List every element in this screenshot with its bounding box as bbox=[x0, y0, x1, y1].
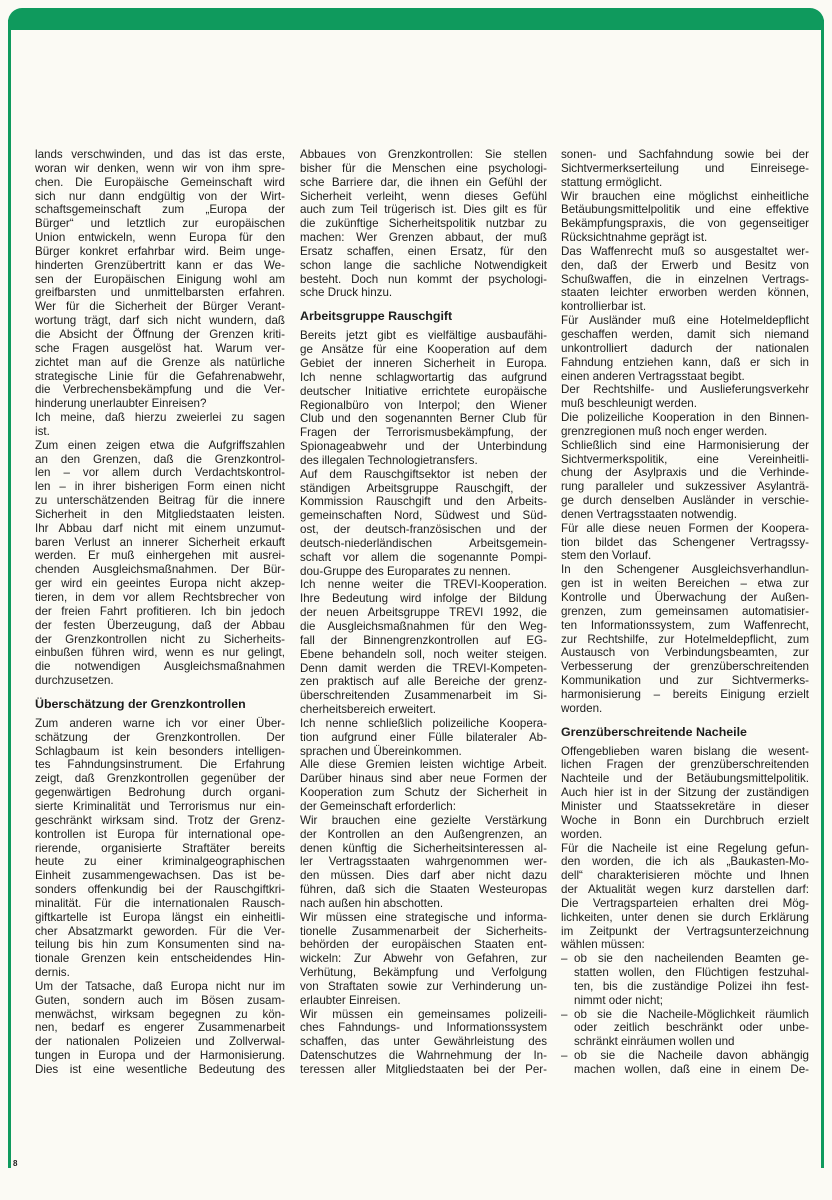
text-line: staaten leichter erworben werden können, bbox=[561, 286, 809, 300]
text-line: zen praktisch auf alle Bereiche der grenz- bbox=[300, 675, 547, 689]
text-line: strategische Linie für die Gefahrenabwehr, bbox=[35, 369, 285, 383]
text-line: worden. bbox=[561, 827, 603, 841]
text-line: ches Fahndungs- und Informationssystem bbox=[300, 1021, 547, 1035]
text-line: den worden, die ich als „Baukasten-Mo- bbox=[561, 855, 809, 869]
text-line: schaftsgemeinschaft zum „Europa der bbox=[35, 203, 285, 217]
text-line: der festen Überzeugung, daß der Abbau bbox=[35, 618, 285, 632]
text-line: grenzregionen muß noch enger werden. bbox=[561, 424, 768, 438]
text-line: cher Absatzmarkt geworden. Für die Ver- bbox=[35, 924, 285, 938]
text-line: schon lange die sachliche Notwendigkeit bbox=[300, 258, 547, 272]
text-line: tion aufgrund einer Fülle bilateraler Ab- bbox=[300, 730, 547, 744]
text-line: von Straftaten sowie zur Verhinderung un- bbox=[300, 979, 547, 993]
text-line: Der Rechtshilfe- und Auslieferungsverkehr bbox=[561, 383, 809, 397]
text-line: zichtet man auf die Grenze als natürliche bbox=[35, 355, 285, 369]
text-line: des illegalen Technologietransfers. bbox=[300, 453, 478, 467]
text-line: woran wir denken, wenn wir von ihm spre- bbox=[35, 161, 285, 175]
text-line: sonen- und Sachfahndung sowie bei der bbox=[561, 148, 809, 161]
text-line: Fragen der Terrorismusbekämpfung, der bbox=[300, 426, 547, 440]
text-line: chen. Die Europäische Gemeinschaft wird bbox=[35, 175, 285, 189]
text-line: sche Barriere dar, die ihnen ein Gefühl der bbox=[300, 175, 547, 189]
text-line: lands verschwinden, und das ist das erste, bbox=[35, 148, 285, 161]
text-line: statten wollen, den Flüchtigen festzuhal- bbox=[574, 966, 809, 980]
list-item bbox=[561, 1008, 809, 1050]
text-line: Sichtvermerkserteilung und Einreisege- bbox=[561, 161, 809, 175]
text-line: ob sie die Nacheile-Möglichkeit räumlich bbox=[574, 1007, 809, 1021]
text-line: rierende, organisierte Straftäter bereits bbox=[35, 841, 285, 855]
text-line: kontrollen ist Europa für international ope- bbox=[35, 827, 285, 841]
text-line: chung der Asylpraxis und die Verhinde- bbox=[561, 466, 809, 480]
text-line: fall der Binnengrenzkontrollen auf EG- bbox=[300, 633, 547, 647]
green-frame-top bbox=[8, 8, 824, 30]
text-line: die Ausgleichsmaßnahmen für den Weg- bbox=[300, 620, 547, 633]
text-line: der Gemeinschaft erforderlich: bbox=[300, 799, 456, 813]
text-line: worden. bbox=[561, 701, 603, 715]
text-line: Ich nenne schlagwortartig das aufgrund bbox=[300, 370, 547, 384]
green-frame-right bbox=[821, 20, 824, 1168]
text-line: Kommission Rauschgift und den Arbeits- bbox=[300, 495, 547, 509]
text-line: Um der Tatsache, daß Europa nicht nur im bbox=[35, 979, 285, 993]
paragraph bbox=[561, 439, 809, 522]
list-item bbox=[561, 1049, 809, 1077]
text-line: Betäubungsmittelpolitik und eine effektive bbox=[561, 203, 809, 217]
text-line: geschränkt wirksam sind. Trotz der Grenz- bbox=[35, 813, 285, 827]
text-line: sprachen und Übereinkommen. bbox=[300, 744, 462, 758]
text-line: ge Ansätze für eine Kooperation auf dem bbox=[300, 343, 547, 357]
text-line: geschaffen werden, damit sich niemand bbox=[561, 327, 809, 341]
text-line: Wir brauchen eine gezielte Verstärkung bbox=[300, 813, 547, 827]
text-line: stattung ermöglicht. bbox=[561, 175, 663, 189]
text-line: Kommunikation und zur Sichtvermerks- bbox=[561, 674, 809, 688]
paragraph bbox=[300, 717, 547, 759]
text-column-1 bbox=[35, 148, 285, 1077]
text-line: Sicherheit verleiht, wenn dieses Gefühl bbox=[300, 189, 547, 203]
text-line: Ich meine, daß hierzu zweierlei zu sagen bbox=[35, 411, 285, 425]
text-line: cherheitsbereich erweitert. bbox=[300, 703, 436, 717]
text-line: wählen müssen: bbox=[561, 938, 645, 952]
text-line: In den Schengener Ausgleichsverhandlun- bbox=[561, 563, 809, 577]
text-line: deutsch-niederländischen Arbeitsgemein- bbox=[300, 536, 547, 550]
text-line: Spionageabwehr und der Unterbindung bbox=[300, 440, 547, 454]
text-column-3 bbox=[561, 148, 809, 1077]
paragraph bbox=[561, 745, 809, 842]
text-line: Einheit zusammengewachsen. Das ist be- bbox=[35, 869, 285, 883]
text-line: menwächst, wirksam begegnen zu kön- bbox=[35, 1007, 285, 1021]
text-line: ge durch denselben Ausländer in verschie- bbox=[561, 494, 809, 508]
text-line: Rücksichtnahme geprägt ist. bbox=[561, 231, 708, 245]
text-line: die zukünftige Sicherheitspolitik nutzbar zu bbox=[300, 217, 547, 231]
text-line: der Aktualität wegen kurz darstellen darf: bbox=[561, 883, 809, 897]
text-line: Dies ist eine wesentliche Bedeutung des bbox=[35, 1063, 285, 1076]
text-line: sche Fragen ausgelöst hat. Warum ver- bbox=[35, 341, 285, 355]
text-line: zur Rechtshilfe, zur Hotelmeldepflicht, zum bbox=[561, 632, 809, 646]
text-line: machen wollen, daß eine in einem De- bbox=[574, 1063, 809, 1076]
paragraph bbox=[300, 148, 547, 300]
text-line: Alle diese Gremien leisten wichtige Arbeit. bbox=[300, 758, 547, 772]
text-line: schaft vor allem die sogenannte Pompi- bbox=[300, 550, 547, 564]
text-line: baren Verlust an innerer Sicherheit erkauft bbox=[35, 535, 285, 549]
text-line: gemeinschaften Nord, Südwest und Süd- bbox=[300, 509, 547, 523]
text-line: ob sie den nacheilenden Beamten ge- bbox=[574, 952, 809, 966]
text-line: stem den Vorlauf. bbox=[561, 549, 652, 563]
text-line: dou-Gruppe des Europarates zu nennen. bbox=[300, 564, 511, 578]
text-line: deutscher Initiative errichtete europäische bbox=[300, 384, 547, 398]
text-line: dernis. bbox=[35, 966, 70, 980]
text-line: lichen Fragen der grenzüberschreitenden bbox=[561, 758, 809, 772]
text-line: sich nur dann endgültig von der Wirt- bbox=[35, 189, 285, 203]
text-line: Für Ausländer muß eine Hotelmeldepflicht bbox=[561, 314, 809, 328]
paragraph bbox=[300, 758, 547, 813]
text-line: der neuen Arbeitsgruppe TREVI 1992, die bbox=[300, 606, 547, 620]
text-line: Denn damit werden die TREVI-Kompeten- bbox=[300, 661, 547, 675]
paragraph bbox=[300, 911, 547, 1008]
paragraph bbox=[300, 468, 547, 579]
text-line: denen Vertragsstaaten notwendig. bbox=[561, 507, 737, 521]
text-line: den müssen. Dies darf aber nicht dazu bbox=[300, 869, 547, 883]
text-line: harmonisierung – bereits Einigung erzielt bbox=[561, 687, 809, 701]
paragraph bbox=[561, 411, 809, 439]
text-line: ler Vertragsstaaten wahrgenommen wer- bbox=[300, 855, 547, 869]
text-line: Minister und Staatssekretäre in dieser bbox=[561, 799, 809, 813]
text-line: unkontrolliert dadurch der nationalen bbox=[561, 341, 809, 355]
text-line: durchzusetzen. bbox=[35, 674, 114, 688]
text-line: Wir müssen eine strategische und informa- bbox=[300, 910, 547, 924]
text-line: kontrollierbar ist. bbox=[561, 300, 647, 314]
text-line: an den Grenzen, daß die Grenzkontrol- bbox=[35, 452, 285, 466]
text-line: Bürger“ und letztlich zur europäischen bbox=[35, 217, 285, 231]
text-line: die Verbrechensbekämpfung und die Ver- bbox=[35, 383, 285, 397]
text-line: überschreitenden Zusammenarbeit im Si- bbox=[300, 689, 547, 703]
text-line: nach außen hin abschotten. bbox=[300, 896, 444, 910]
text-line: gen ist in weiten Bereichen – etwa zur bbox=[561, 577, 809, 591]
text-line: ger wird ein geeintes Europa nicht akzep- bbox=[35, 577, 285, 591]
text-line: führen, daß sich die Staaten Westeuropas bbox=[300, 883, 547, 897]
section-heading: Grenzüberschreitende Nacheile bbox=[561, 724, 747, 739]
text-line: minalität. Für die internationalen Rausch- bbox=[35, 896, 285, 910]
text-line: Austausch von Verbindungsbeamten, zur bbox=[561, 646, 809, 660]
text-line: der Kontrollen an den Außengrenzen, an bbox=[300, 827, 547, 841]
paragraph bbox=[561, 190, 809, 245]
paragraph bbox=[35, 439, 285, 688]
dash-bullet-icon: – bbox=[561, 1007, 568, 1021]
text-line: schätzung der Grenzkontrollen. Der bbox=[35, 730, 285, 744]
green-frame-left bbox=[8, 20, 11, 1168]
text-line: im Zeitpunkt der Vertragsunterzeichnung bbox=[561, 924, 809, 938]
text-line: Verbesserung der grenzüberschreitenden bbox=[561, 660, 809, 674]
text-line: gegenwärtigen Bedrohung durch organi- bbox=[35, 786, 285, 800]
text-line: auch zum Teil trügerisch ist. Dies gilt es für bbox=[300, 203, 547, 217]
text-line: sen der Europäischen Einigung wohl am bbox=[35, 272, 285, 286]
text-line: Zum einen zeigen etwa die Aufgriffszahlen bbox=[35, 438, 285, 452]
text-line: einen anderen Vertragsstaat begibt. bbox=[561, 369, 745, 383]
text-line: Schußwaffen, die in einzelnen Vertrags- bbox=[561, 272, 809, 286]
list-item bbox=[561, 952, 809, 1007]
text-line: oder zeitlich beschränkt oder unbe- bbox=[574, 1021, 809, 1035]
text-line: tes Fahndungsinstrument. Die Erfahrung bbox=[35, 758, 285, 772]
text-line: greifbarsten und unmittelbarsten erfahren. bbox=[35, 286, 285, 300]
text-line: Union entwickeln, wenn Europa für den bbox=[35, 231, 285, 245]
text-line: erlaubter Einreisen. bbox=[300, 993, 401, 1007]
text-line: Club und den sogenannten Berner Club für bbox=[300, 412, 547, 426]
text-line: rung paralleler und sukzessiver Asylanträ- bbox=[561, 480, 809, 494]
paragraph bbox=[561, 842, 809, 953]
text-line: Schlagbaum ist kein besonders intelligen- bbox=[35, 744, 285, 758]
text-line: tion bildet das Schengener Vertragssy- bbox=[561, 535, 809, 549]
text-line: Schließlich sind eine Harmonisierung der bbox=[561, 438, 809, 452]
text-line: der nationalen Polizeien und Zollverwal- bbox=[35, 1035, 285, 1049]
dash-bullet-icon: – bbox=[561, 952, 568, 966]
text-line: die notwendigen Ausgleichsmaßnahmen bbox=[35, 660, 285, 674]
text-line: der freien Fahrt profitieren. Ich bin jedoch bbox=[35, 604, 285, 618]
text-line: nimmt oder nicht; bbox=[574, 993, 663, 1007]
text-line: Zum anderen warne ich vor einer Über- bbox=[35, 716, 285, 730]
text-line: Wir brauchen eine möglichst einheitliche bbox=[561, 189, 809, 203]
text-line: Abbaues von Grenzkontrollen: Sie stellen bbox=[300, 148, 547, 161]
text-line: zu unterschätzenden Beitrag für die innere bbox=[35, 494, 285, 508]
text-line: Ich nenne schließlich polizeiliche Koopera- bbox=[300, 716, 547, 730]
text-line: Kooperation zum Schutz der Sicherheit in bbox=[300, 786, 547, 800]
paragraph bbox=[300, 814, 547, 911]
text-line: Bereits jetzt gibt es vielfältige ausbaufähi- bbox=[300, 329, 547, 343]
text-line: ost, der deutsch-französischen und der bbox=[300, 523, 547, 537]
text-line: wickeln: Zur Abwehr von Gefahren, zur bbox=[300, 952, 547, 966]
paragraph bbox=[300, 1008, 547, 1077]
text-line: Für die Nacheile ist eine Regelung gefun- bbox=[561, 841, 809, 855]
paragraph bbox=[35, 980, 285, 1077]
text-line: Wer für die Sicherheit der Bürger Verant- bbox=[35, 300, 285, 314]
page-number: 8 bbox=[13, 1159, 18, 1168]
paragraph bbox=[35, 148, 285, 411]
text-line: nen, bedarf es engerer Zusammenarbeit bbox=[35, 1021, 285, 1035]
paragraph bbox=[35, 411, 285, 439]
text-line: zeigt, daß Grenzkontrollen gegenüber der bbox=[35, 772, 285, 786]
text-line: Ihre Bedeutung wird infolge der Bildung bbox=[300, 592, 547, 606]
text-line: wortung trägt, darf sich nicht wundern, daß bbox=[35, 314, 285, 328]
paragraph bbox=[300, 578, 547, 716]
text-line: Die Vertragsparteien erhalten drei Mög- bbox=[561, 896, 809, 910]
text-line: schränkt einräumen wollen und bbox=[574, 1035, 735, 1049]
text-line: Das Waffenrecht muß so ausgestaltet wer- bbox=[561, 244, 809, 258]
text-line: lichkeiten, unter denen sie durch Erklärung bbox=[561, 910, 809, 924]
text-line: len – in ihrer bisherigen Form einen nicht bbox=[35, 480, 285, 494]
text-line: tungen in Europa und der Harmonisierung. bbox=[35, 1049, 285, 1063]
text-line: tionale Grenzen kein entscheidendes Hin- bbox=[35, 952, 285, 966]
text-line: sierte Kriminalität und Terrorismus nur ein- bbox=[35, 799, 285, 813]
text-line: Ebene behandeln soll, noch weiter steigen. bbox=[300, 647, 547, 661]
text-line: Woche in Bonn ein Durchbruch erzielt bbox=[561, 813, 809, 827]
paragraph bbox=[35, 717, 285, 980]
text-line: Kontrolle und Überwachung der Außen- bbox=[561, 591, 809, 604]
text-line: ob sie die Nacheile davon abhängig bbox=[574, 1049, 809, 1063]
text-line: chenden Ausgleichsmaßnahmen. Der Bür- bbox=[35, 563, 285, 577]
text-column-2 bbox=[300, 148, 547, 1077]
text-line: len – vor allem durch Verdachtskontrol- bbox=[35, 466, 285, 480]
text-line: ständigen Arbeitsgruppe Rauschgift, der bbox=[300, 481, 547, 495]
text-line: Für alle diese neuen Formen der Koopera- bbox=[561, 521, 809, 535]
text-line: giftkartelle ist Europa längst ein einheitli- bbox=[35, 910, 285, 924]
text-line: Auch hier ist in der Sitzung der zuständigen bbox=[561, 786, 809, 800]
text-line: heute zu einer kriminalgeographischen bbox=[35, 855, 285, 869]
text-line: Offengeblieben waren bislang die wesent- bbox=[561, 744, 809, 758]
text-line: sche Druck hinzu. bbox=[300, 286, 393, 300]
text-line: der Grenzkontrollen nicht zu Sicherheits- bbox=[35, 632, 285, 646]
paragraph bbox=[561, 245, 809, 314]
paragraph bbox=[561, 148, 809, 190]
text-line: teressen aller Mitgliedstaaten bei der Per- bbox=[300, 1063, 547, 1076]
text-line: hinderten Grenzübertritt kann er das We- bbox=[35, 258, 285, 272]
paragraph bbox=[561, 522, 809, 564]
paragraph bbox=[561, 314, 809, 383]
text-line: Verhütung, Bekämpfung und Verfolgung bbox=[300, 966, 547, 980]
section-heading: Arbeitsgruppe Rauschgift bbox=[300, 309, 453, 324]
text-line: Auf dem Rauschgiftsektor ist neben der bbox=[300, 467, 547, 481]
text-line: Guten, sondern auch im Bösen zusam- bbox=[35, 993, 285, 1007]
text-line: Wir müssen ein gemeinsames polizeili- bbox=[300, 1007, 547, 1021]
paragraph bbox=[561, 383, 809, 411]
text-line: teilung bis hin zum Konsumenten sind na- bbox=[35, 938, 285, 952]
text-line: denen künftig die Sicherheitsinteressen al- bbox=[300, 841, 547, 855]
text-line: Darüber hinaus sind aber neue Formen der bbox=[300, 772, 547, 786]
text-line: einbußen führen wird, wenn es nur gelingt, bbox=[35, 646, 285, 660]
text-line: schaffen, das unter Gewährleistung des bbox=[300, 1035, 547, 1049]
text-line: ist. bbox=[35, 424, 50, 438]
text-line: Datenschutzes die Wahrnehmung der In- bbox=[300, 1049, 547, 1063]
text-line: dell“ charakterisieren möchte und Ihnen bbox=[561, 869, 809, 883]
text-line: grenzen, zum gemeinsamen automatisier- bbox=[561, 604, 809, 618]
text-line: ten Informationssystem, zum Waffenrecht, bbox=[561, 618, 809, 632]
paragraph bbox=[300, 329, 547, 467]
text-line: werden. Er muß einhergehen mit ausrei- bbox=[35, 549, 285, 563]
text-line: Nachteile und der Betäubungsmittelpolitik. bbox=[561, 772, 809, 786]
text-line: ten, bis die zuständige Polizei ihn fest- bbox=[574, 979, 809, 993]
text-line: Sicherheit in den Mitgliedstaaten leisten. bbox=[35, 507, 285, 521]
text-line: sonders offenkundig bei der Rauschgiftkri- bbox=[35, 883, 285, 897]
section-heading: Überschätzung der Grenzkontrollen bbox=[35, 696, 246, 711]
text-line: Sichtvermerkspolitik, eine Vereinheitli- bbox=[561, 452, 809, 466]
text-line: Ihr Abbau darf nicht mit einem unzumut- bbox=[35, 521, 285, 535]
text-line: Bekämpfungspraxis, die von gegenseitiger bbox=[561, 217, 809, 231]
text-line: muß beschleunigt werden. bbox=[561, 397, 697, 411]
text-line: Ersatz schaffen, einen Ersatz, für den bbox=[300, 244, 547, 258]
text-line: bisher für die Menschen eine psychologi- bbox=[300, 161, 547, 175]
text-line: den, daß der Erwerb und Besitz von bbox=[561, 258, 809, 272]
paragraph bbox=[561, 563, 809, 715]
text-line: Regionalbüro von Interpol; den Wiener bbox=[300, 398, 547, 412]
text-line: Die polizeiliche Kooperation in den Binnen- bbox=[561, 411, 809, 425]
text-line: hinderung unerlaubter Einreisen? bbox=[35, 397, 207, 411]
dash-bullet-icon: – bbox=[561, 1049, 568, 1063]
text-line: Fahndung entziehen kann, daß er sich in bbox=[561, 355, 809, 369]
text-line: Gebiet der inneren Sicherheit in Europa. bbox=[300, 356, 547, 370]
text-line: die Absicht der Öffnung der Grenzen kriti- bbox=[35, 327, 285, 341]
text-line: besteht. Doch nun kommt der psychologi- bbox=[300, 272, 547, 286]
text-line: tieren, in dem vor allem Rechtsbrecher von bbox=[35, 591, 285, 604]
text-line: behörden der europäischen Staaten ent- bbox=[300, 938, 547, 952]
text-line: tionelle Zusammenarbeit der Sicherheits- bbox=[300, 924, 547, 938]
text-line: machen: Wer Grenzen abbaut, der muß bbox=[300, 231, 547, 245]
text-line: Bürger konkret erfahrbar wird. Beim unge- bbox=[35, 244, 285, 258]
text-line: Ich nenne weiter die TREVI-Kooperation. bbox=[300, 578, 547, 592]
